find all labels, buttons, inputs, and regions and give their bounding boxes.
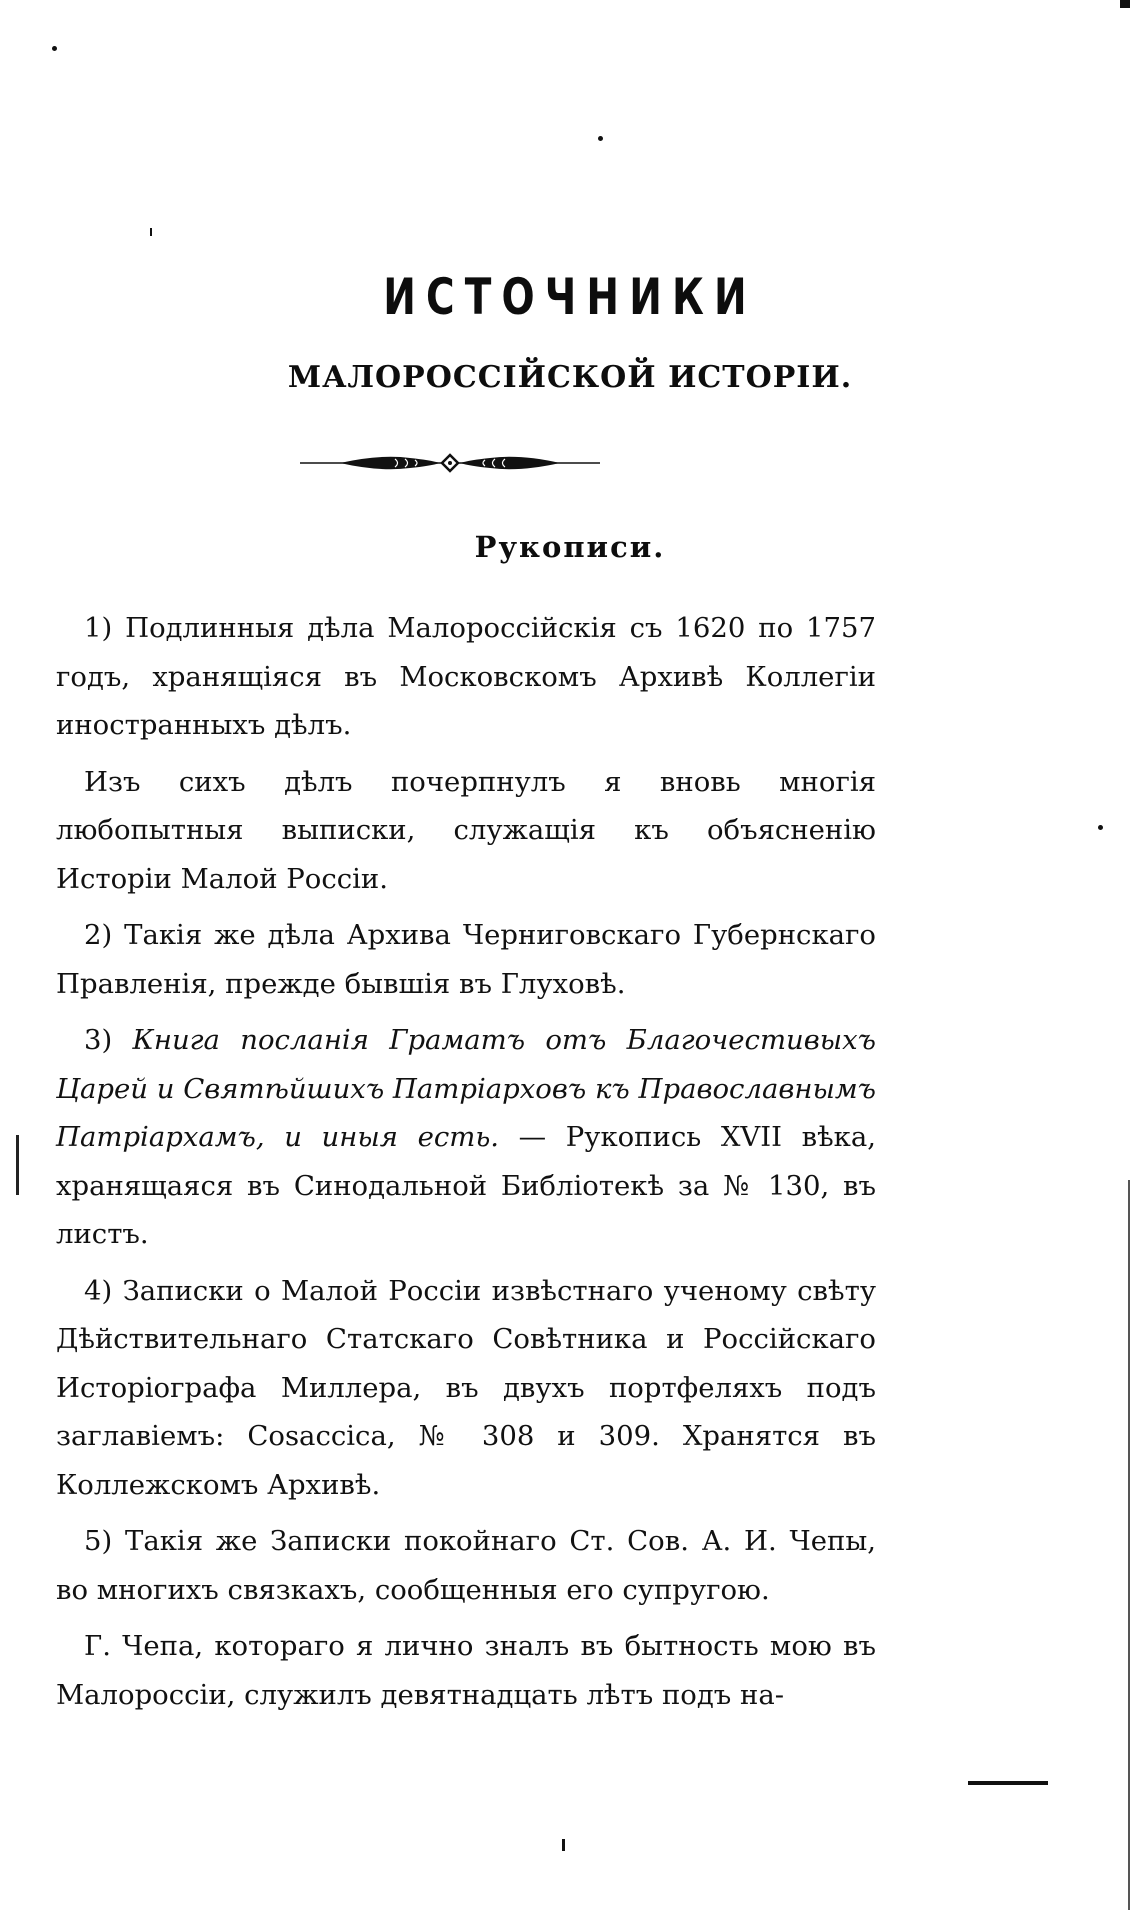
paragraph-7: Г. Чепа, котораго я лично зналъ въ бытность мою въ Малороссіи, служилъ девятнадцать лѣтъ подъ на-: [56, 1630, 876, 1711]
paragraph-4-description: — Рукопись XVII вѣка, хранящаяся въ Синодальной Библіотекѣ за № 130, въ листъ.: [56, 1121, 876, 1250]
ornamental-divider-icon: [300, 448, 600, 478]
section-heading: Рукописи.: [474, 530, 666, 564]
scan-speck: [598, 136, 603, 141]
scan-speck: [52, 46, 57, 51]
page-subtitle: МАЛОРОССІЙСКОЙ ИСТОРІИ.: [287, 360, 853, 395]
paragraph-4: [56, 1016, 876, 1259]
paragraph-4-number: 3): [84, 1024, 113, 1056]
paragraph-5: 4) Записки о Малой Россіи извѣстнаго ученому свѣту Дѣйствительнаго Статскаго Совѣтника и Россійскаго Исторіографа Миллера, въ двухъ портфеляхъ подъ заглавіемъ: Cosaccica, № 308 и 309. Хранятся въ Коллежскомъ Архивѣ.: [56, 1274, 876, 1501]
scan-edge-line: [1128, 1180, 1130, 1910]
scan-speck: [150, 228, 152, 236]
scan-edge-mark: [16, 1135, 19, 1195]
scan-speck: [1120, 0, 1130, 8]
page-title: ИСТОЧНИКИ: [383, 268, 757, 326]
paragraph-4-italic-title: Книга посланія Граматъ отъ Благочестивыхъ Царей и Святѣйшихъ Патріарховъ къ Православнымъ Патріархамъ, и иныя есть.: [56, 1024, 876, 1153]
paragraph-1: 1) Подлинныя дѣла Малороссійскія съ 1620 по 1757 годъ, хранящіяся въ Московскомъ Архивѣ Коллегіи иностранныхъ дѣлъ.: [56, 612, 876, 741]
scan-speck: [1098, 825, 1103, 830]
scan-dash-mark: [968, 1781, 1048, 1785]
paragraph-3: 2) Такія же дѣла Архива Черниговскаго Губернскаго Правленія, прежде бывшія въ Глуховѣ.: [56, 919, 876, 1000]
scan-speck: [562, 1839, 565, 1851]
body-text: [56, 604, 876, 1727]
paragraph-6: 5) Такія же Записки покойнаго Ст. Сов. А. И. Чепы, во многихъ связкахъ, сообщенныя его супругою.: [56, 1525, 876, 1606]
paragraph-2: Изъ сихъ дѣлъ почерпнулъ я вновь многія любопытныя выписки, служащія къ объясненію Исторіи Малой Россіи.: [56, 765, 876, 895]
